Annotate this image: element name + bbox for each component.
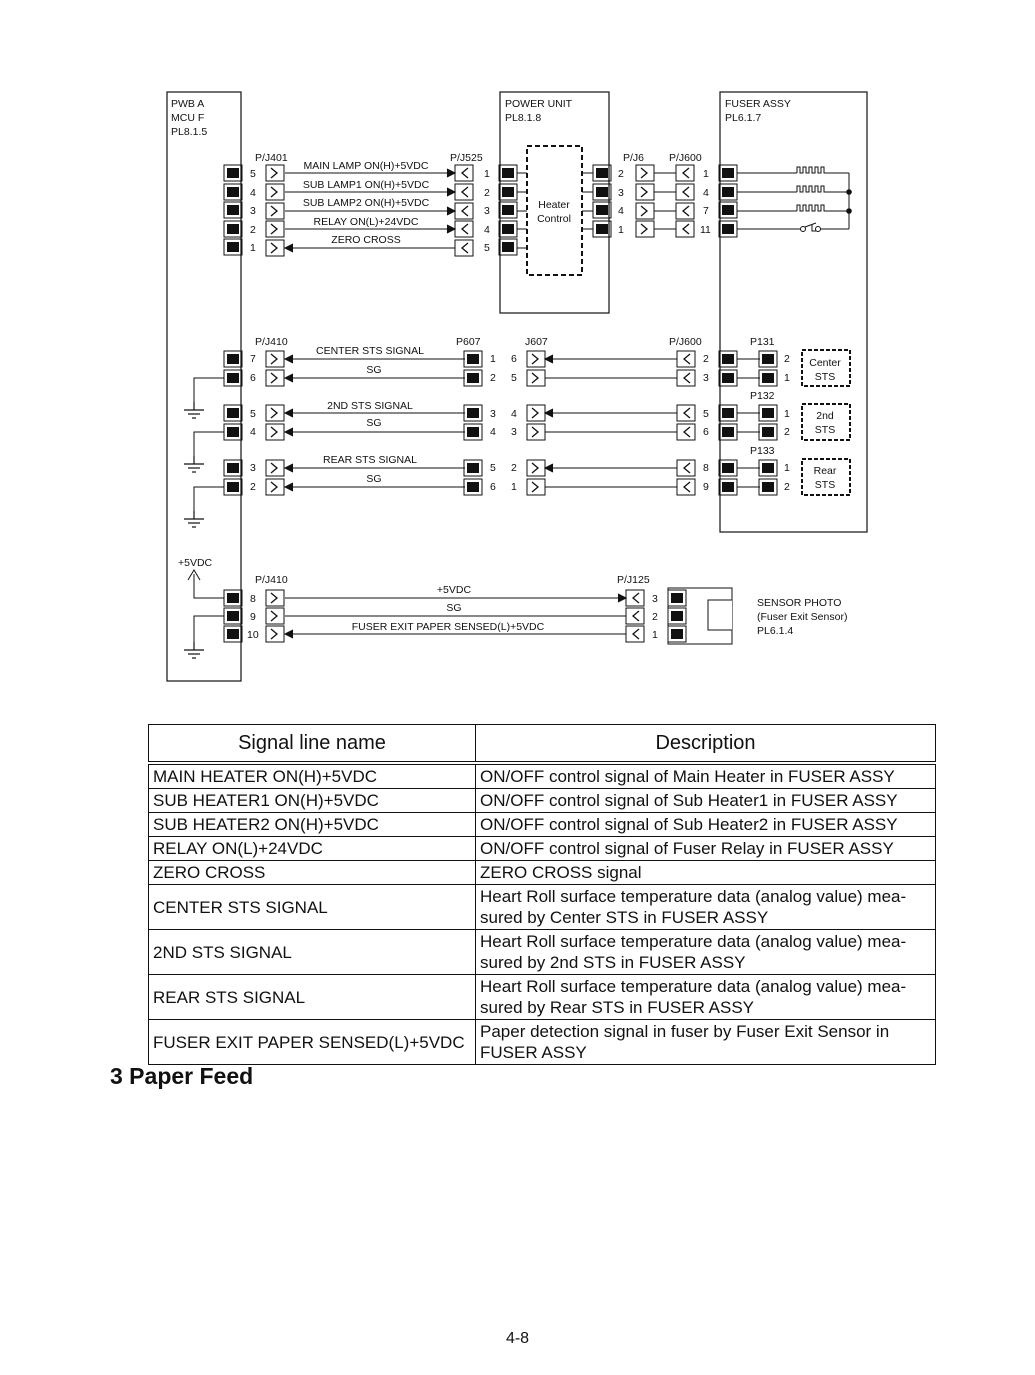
pin-p607-4: 4 <box>490 426 496 438</box>
pin-j525-2: 2 <box>484 187 490 199</box>
sensor-2nd-1: 2nd <box>816 410 834 422</box>
heater-control-label-2: Control <box>537 213 571 225</box>
pwba-label-3: PL8.1.5 <box>171 126 208 138</box>
conn-pj410a: P/J410 <box>255 336 288 348</box>
conn-pj525: P/J525 <box>450 152 483 164</box>
table-header-row <box>149 725 936 764</box>
conn-pj6: P/J6 <box>623 152 645 164</box>
pin-j410-6: 6 <box>250 372 256 384</box>
signal-name: 2ND STS SIGNAL <box>149 930 476 975</box>
sensor-photo-2: (Fuser Exit Sensor) <box>757 611 848 623</box>
pin-p607-1: 1 <box>490 353 496 365</box>
table-row <box>149 930 936 975</box>
pin-j410-4: 4 <box>250 426 256 438</box>
signal-name: CENTER STS SIGNAL <box>149 885 476 930</box>
pin-j525-4: 4 <box>484 224 490 236</box>
signal-description: Heart Roll surface temperature data (analog value) mea-sured by Rear STS in FUSER ASSY <box>476 975 936 1020</box>
pin-j607-5: 5 <box>511 372 517 384</box>
power-label-2: PL8.1.8 <box>505 112 542 124</box>
signal-name: FUSER EXIT PAPER SENSED(L)+5VDC <box>149 1020 476 1065</box>
pin-j6-4: 4 <box>618 205 624 217</box>
conn-j607: J607 <box>525 336 548 348</box>
signal-table <box>148 724 936 1065</box>
signal-description: ON/OFF control signal of Sub Heater1 in FUSER ASSY <box>476 789 936 813</box>
fuser-label-1: FUSER ASSY <box>725 98 791 110</box>
table-row <box>149 813 936 837</box>
pin-j401-1: 1 <box>250 242 256 254</box>
pin-j6-1: 1 <box>618 224 624 236</box>
fuser-label-2: PL6.1.7 <box>725 112 762 124</box>
sig-relay: RELAY ON(L)+24VDC <box>313 216 419 228</box>
signal-description: ON/OFF control signal of Sub Heater2 in FUSER ASSY <box>476 813 936 837</box>
sig-sg1: SG <box>366 364 382 376</box>
pin-j401-3: 3 <box>250 205 256 217</box>
conn-p607: P607 <box>456 336 481 348</box>
pin-j401-2: 2 <box>250 224 256 236</box>
pin-j401-5: 5 <box>250 168 256 180</box>
sig-zero-cross: ZERO CROSS <box>331 234 401 246</box>
page-number: 4-8 <box>505 1330 530 1347</box>
signal-description: Heart Roll surface temperature data (analog value) mea-sured by 2nd STS in FUSER ASSY <box>476 930 936 975</box>
sig-center-sts: CENTER STS SIGNAL <box>316 345 424 357</box>
sig-5vdc: +5VDC <box>436 584 472 596</box>
conn-pj600b: P/J600 <box>669 336 702 348</box>
heater-control-label-1: Heater <box>538 199 570 211</box>
conn-pj125: P/J125 <box>617 574 650 586</box>
sensor-2nd-2: STS <box>814 424 836 436</box>
pin-j6-3: 3 <box>618 187 624 199</box>
sensor-photo-3: PL6.1.4 <box>757 625 794 637</box>
pin-j600b-5: 5 <box>703 408 709 420</box>
pin-j410b-9: 9 <box>250 611 256 623</box>
pin-j410-5: 5 <box>250 408 256 420</box>
pin-j125-2: 2 <box>652 611 658 623</box>
sig-sg4: SG <box>446 602 462 614</box>
sensor-photo-1: SENSOR PHOTO <box>757 597 842 609</box>
sig-sub-lamp2: SUB LAMP2 ON(H)+5VDC <box>302 197 430 209</box>
table-row <box>149 975 936 1020</box>
pin-j607-2: 2 <box>511 462 517 474</box>
sig-rear-sts: REAR STS SIGNAL <box>323 454 417 466</box>
signal-name: SUB HEATER1 ON(H)+5VDC <box>149 789 476 813</box>
conn-pj410b: P/J410 <box>255 574 288 586</box>
pwba-label-1: PWB A <box>171 98 205 110</box>
pin-j607-3: 3 <box>511 426 517 438</box>
pin-j607-4: 4 <box>511 408 517 420</box>
table-row <box>149 837 936 861</box>
sig-main-lamp: MAIN LAMP ON(H)+5VDC <box>303 160 429 172</box>
table-row <box>149 789 936 813</box>
conn-p131: P131 <box>750 336 775 348</box>
pin-j125-3: 3 <box>652 593 658 605</box>
conn-pj401: P/J401 <box>255 152 288 164</box>
signal-description: ON/OFF control signal of Fuser Relay in FUSER ASSY <box>476 837 936 861</box>
pin-j6-2: 2 <box>618 168 624 180</box>
pin-p607-3: 3 <box>490 408 496 420</box>
sensor-center-1: Center <box>809 357 841 369</box>
header-description: Description <box>476 725 936 764</box>
sensor-center-2: STS <box>814 371 836 383</box>
pin-j410-3: 3 <box>250 462 256 474</box>
signal-name: ZERO CROSS <box>149 861 476 885</box>
pin-sts-2nd-1: 1 <box>784 408 790 420</box>
pin-j600a-4: 4 <box>703 187 709 199</box>
sig-fuser-exit: FUSER EXIT PAPER SENSED(L)+5VDC <box>351 621 545 633</box>
pin-p607-5: 5 <box>490 462 496 474</box>
pin-sts-center-2: 2 <box>784 353 790 365</box>
pin-j401-4: 4 <box>250 187 256 199</box>
power-label-1: POWER UNIT <box>505 98 573 110</box>
signal-name: MAIN HEATER ON(H)+5VDC <box>149 763 476 789</box>
pin-j410b-10: 10 <box>247 629 259 641</box>
table-row <box>149 885 936 930</box>
pin-j607-6: 6 <box>511 353 517 365</box>
table-row <box>149 1020 936 1065</box>
pin-j600a-1: 1 <box>703 168 709 180</box>
pin-p607-2: 2 <box>490 372 496 384</box>
signal-name: RELAY ON(L)+24VDC <box>149 837 476 861</box>
signal-description: ON/OFF control signal of Main Heater in FUSER ASSY <box>476 763 936 789</box>
pin-j525-5: 5 <box>484 242 490 254</box>
header-signal-line-name: Signal line name <box>149 725 476 764</box>
sensor-rear-2: STS <box>814 479 836 491</box>
fuser-assy-block <box>720 92 867 532</box>
vdc-label: +5VDC <box>178 557 213 569</box>
pin-sts-center-1: 1 <box>784 372 790 384</box>
signal-name: SUB HEATER2 ON(H)+5VDC <box>149 813 476 837</box>
table-row <box>149 861 936 885</box>
sig-sub-lamp1: SUB LAMP1 ON(H)+5VDC <box>302 179 430 191</box>
section-title: 3 Paper Feed <box>110 1063 254 1089</box>
heater-coil-3 <box>797 205 827 211</box>
pwba-label-2: MCU F <box>171 112 205 124</box>
signal-description: ZERO CROSS signal <box>476 861 936 885</box>
pin-j410-2: 2 <box>250 481 256 493</box>
heater-coil-2 <box>797 186 827 192</box>
pin-j410-7: 7 <box>250 353 256 365</box>
pin-sts-rear-2: 2 <box>784 481 790 493</box>
pin-j125-1: 1 <box>652 629 658 641</box>
pin-j410b-8: 8 <box>250 593 256 605</box>
sig-sg3: SG <box>366 473 382 485</box>
pin-j607-1: 1 <box>511 481 517 493</box>
pin-sts-rear-1: 1 <box>784 462 790 474</box>
pin-j600b-6: 6 <box>703 426 709 438</box>
pin-j600b-8: 8 <box>703 462 709 474</box>
heater-coil-1 <box>797 167 827 173</box>
pin-j600b-3: 3 <box>703 372 709 384</box>
sig-2nd-sts: 2ND STS SIGNAL <box>327 400 413 412</box>
pin-j600b-2: 2 <box>703 353 709 365</box>
signal-name: REAR STS SIGNAL <box>149 975 476 1020</box>
pin-p607-6: 6 <box>490 481 496 493</box>
signal-description: Heart Roll surface temperature data (analog value) mea-sured by Center STS in FUSER ASSY <box>476 885 936 930</box>
table-row <box>149 763 936 789</box>
pin-j525-3: 3 <box>484 205 490 217</box>
sig-sg2: SG <box>366 417 382 429</box>
conn-pj600a: P/J600 <box>669 152 702 164</box>
signal-description: Paper detection signal in fuser by Fuser Exit Sensor in FUSER ASSY <box>476 1020 936 1065</box>
pin-j600b-9: 9 <box>703 481 709 493</box>
conn-p133: P133 <box>750 445 775 457</box>
pin-j600a-11: 11 <box>700 224 711 236</box>
conn-p132: P132 <box>750 390 775 402</box>
sensor-rear-1: Rear <box>813 465 837 477</box>
pin-j600a-7: 7 <box>703 205 709 217</box>
pin-j525-1: 1 <box>484 168 490 180</box>
pin-sts-2nd-2: 2 <box>784 426 790 438</box>
